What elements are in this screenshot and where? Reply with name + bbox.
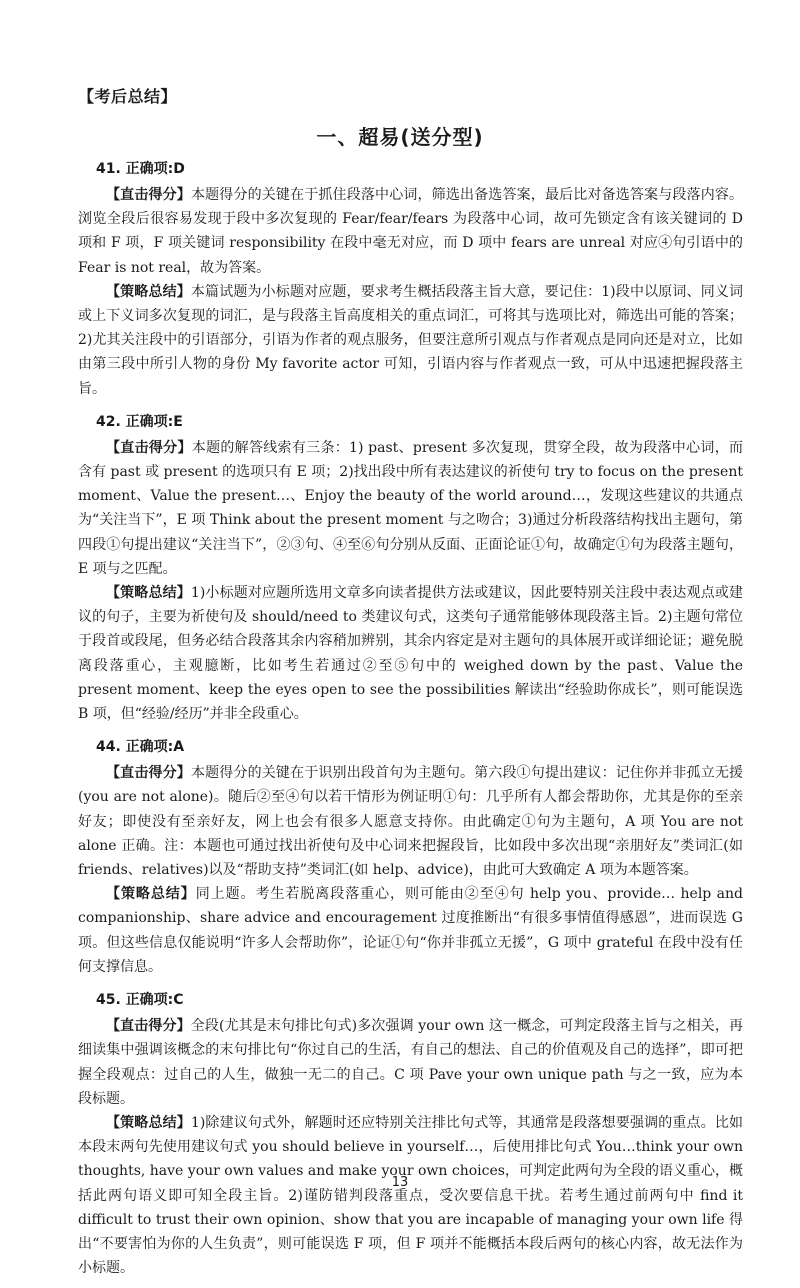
paragraph: [78, 882, 743, 979]
answer-block-44: [78, 734, 743, 979]
answer-block-42: [78, 409, 743, 726]
section-tag: 【考后总结】: [78, 87, 178, 106]
paragraph: [78, 581, 743, 726]
answer-heading: 41. 正确项:D: [96, 161, 185, 177]
paragraph: [78, 280, 743, 401]
answer-block-41: [78, 156, 743, 401]
paragraph: [78, 1111, 743, 1280]
answer-heading: 44. 正确项:A: [96, 739, 185, 756]
paragraph-text: 本题得分的关键在于抓住段落中心词，筛选出备选答案，最后比对备选答案与段落内容。浏览全段后很容易发现于段中多次复现的 Fear/fear/fears 为段落中心词，故可先锁定含有该关键词的 D 项和 F 项，F 项关键词 responsibility 在段中毫无对应，而 D 项中 fears are unreal 对应④句引语中的 Fear is not real，故为答案。: [78, 187, 744, 276]
paragraph: [78, 1014, 743, 1111]
answer-heading: 42. 正确项:E: [96, 413, 183, 430]
paragraph-label: 【策略总结】: [106, 1114, 191, 1131]
paragraph-label: 【直击得分】: [106, 439, 192, 456]
paragraph-text: 同上题。考生若脱离段落重心，则可能由②至④句 help you、provide… help and companionship、share advice and encouragement 过度推断出“有很多事情值得感恩”，进而误选 G 项。但这些信息仅能说明“许多人会帮助你”，论证①句“你并非孤立无援”，G 项中 grateful 在段中没有任何支撑信息。: [78, 886, 743, 975]
answer-heading: 45. 正确项:C: [96, 992, 184, 1009]
content-body: [78, 156, 743, 1288]
section-title: 一、超易(送分型): [316, 125, 484, 149]
paragraph: [78, 761, 743, 882]
paragraph-label: 【直击得分】: [106, 765, 191, 782]
paragraph: [78, 183, 743, 280]
paragraph-text: 本题得分的关键在于识别出段首句为主题句。第六段①句提出建议：记住你并非孤立无援(you are not alone)。随后②至④句以若干情形为例证明①句：几乎所有人都会帮助你，尤其是你的至亲好友；即使没有至亲好友，网上也会有很多人愿意支持你。由此确定①句为主题句，A 项 You are not alone 正确。注：本题也可通过找出祈使句及中心词来把握段旨，比如段中多次出现“亲朋好友”类词汇(如 friends、relatives)以及“帮助支持”类词汇(如 help、advice)，由此可大致确定 A 项为本题答案。: [78, 765, 744, 879]
paragraph-text: 1)除建议句式外，解题时还应特别关注排比句式等，其通常是段落想要强调的重点。比如本段末两句先使用建议句式 you should believe in yourself…，后使用排比句式 You…think your own thoughts, have your own values and make your own choices，可判定此两句为全段的语义重心，概括此两句语义即可知全段主旨。2)谨防错判段落重点，受次要信息干扰。若考生通过前两句中 find it difficult to trust their own opinion、show that you are incapable of managing your own life 得出“不要害怕为你的人生负责”，则可能误选 F 项，但 F 项并不能概括本段后两句的核心内容，故无法作为小标题。: [78, 1114, 743, 1277]
answer-block-45: [78, 987, 743, 1280]
paragraph-text: 全段(尤其是末句排比句式)多次强调 your own 这一概念，可判定段落主旨与之相关，再细读集中强调该概念的末句排比句“你过自己的生活，有自己的想法、自己的价值观及自己的选择”，即可把握全段观点：过自己的人生，做独一无二的自己。C 项 Pave your own unique path 与之一致，应为本段标题。: [78, 1018, 743, 1107]
paragraph-text: 1)小标题对应题所选用文章多向读者提供方法或建议，因此要特别关注段中表达观点或建议的句子，主要为祈使句及 should/need to 类建议句式，这类句子通常能够体现段落主旨。2)主题句常位于段首或段尾，但务必结合段落其余内容稍加辨别，其余内容定是对主题句的具体展开或详细论证；避免脱离段落重心，主观臆断，比如考生若通过②至⑤句中的 weighed down by the past、Value the present moment、keep the eyes open to see the possibilities 解读出“经验助你成长”，则可能误选 B 项，但“经验/经历”并非全段重心。: [78, 585, 743, 723]
paragraph: [78, 436, 743, 581]
paragraph-label: 【策略总结】: [106, 283, 191, 300]
paragraph-label: 【策略总结】: [106, 886, 196, 903]
paragraph-text: 本篇试题为小标题对应题，要求考生概括段落主旨大意，要记住：1)段中以原词、同义词或上下义词多次复现的词汇，是与段落主旨高度相关的重点词汇，可将其与选项比对，筛选出可能的答案；2)尤其关注段中的引语部分，引语为作者的观点服务，但要注意所引观点与作者观点是同向还是对立，比如由第三段中所引人物的身份 My favorite actor 可知，引语内容与作者观点一致，可从中迅速把握段落主旨。: [78, 283, 743, 397]
paragraph-label: 【策略总结】: [106, 585, 191, 602]
paragraph-label: 【直击得分】: [106, 1018, 191, 1035]
paragraph-text: 本题的解答线索有三条：1) past、present 多次复现，贯穿全段，故为段落中心词，而含有 past 或 present 的选项只有 E 项；2)找出段中所有表达建议的祈使句 try to focus on the present moment、Value the present…、Enjoy the beauty of the world around…，发现这些建议的共通点为“关注当下”，E 项 Think about the present moment 与之吻合；3)通过分析段落结构找出主题句，第四段①句提出建议“关注当下”，②③句、④至⑥句分别从反面、正面论证①句，故确定①句为段落主题句，E 项与之匹配。: [78, 439, 743, 577]
paragraph-label: 【直击得分】: [106, 187, 191, 203]
page-number: 13: [391, 1175, 409, 1190]
